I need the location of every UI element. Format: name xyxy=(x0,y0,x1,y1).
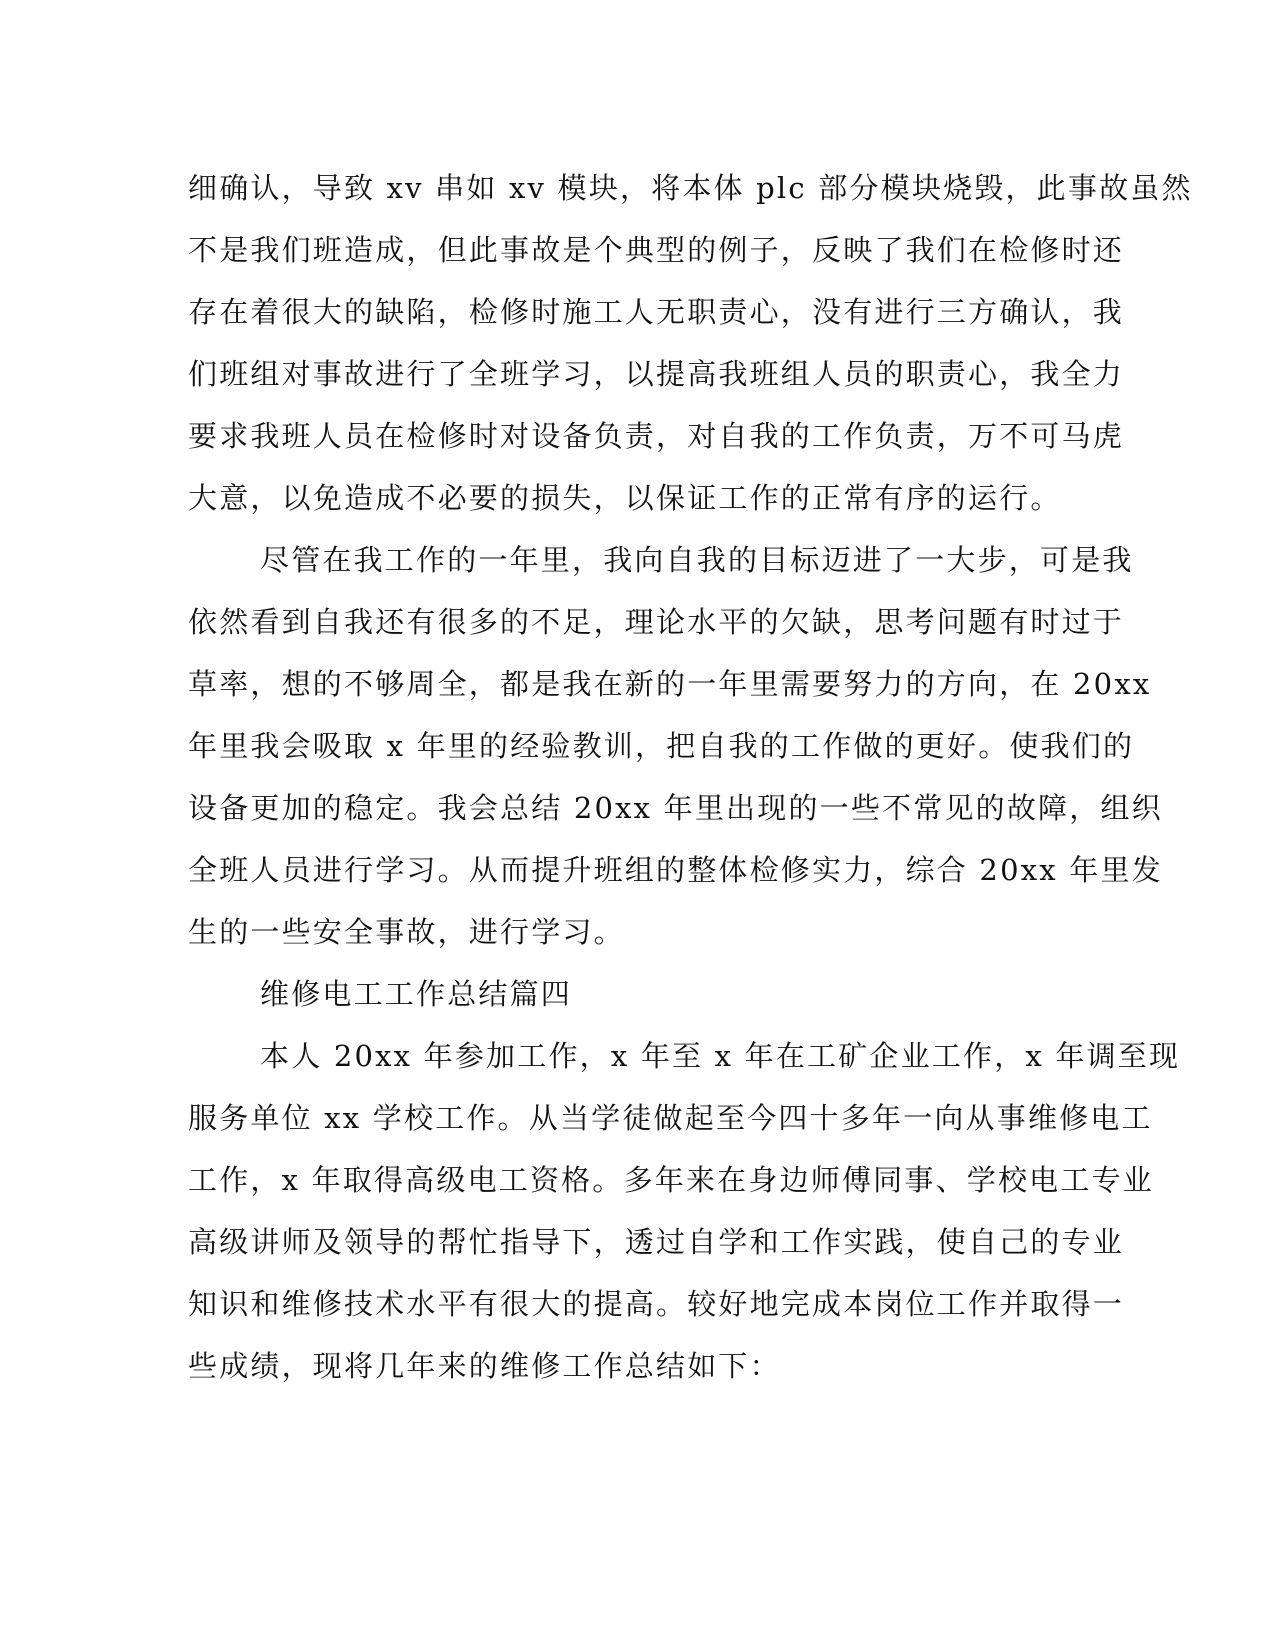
text-line: 生的一些安全事故，进行学习。 xyxy=(188,915,625,949)
paragraph-introduction xyxy=(188,1025,1181,1397)
text-line: 全班人员进行学习。从而提升班组的整体检修实力，综合 20xx 年里发 xyxy=(188,853,1163,887)
text-line: 服务单位 xx 学校工作。从当学徒做起至今四十多年一向从事维修电工 xyxy=(188,1101,1153,1135)
text-line: 设备更加的稳定。我会总结 20xx 年里出现的一些不常见的故障，组织 xyxy=(188,791,1163,825)
paragraph-shortcomings xyxy=(188,529,1163,963)
text-line: 知识和维修技术水平有很大的提高。较好地完成本岗位工作并取得一 xyxy=(188,1287,1125,1321)
text-line: 尽管在我工作的一年里，我向自我的目标迈进了一大步，可是我 xyxy=(260,543,1134,577)
text-line: 不是我们班造成，但此事故是个典型的例子，反映了我们在检修时还 xyxy=(188,233,1125,267)
text-line: 本人 20xx 年参加工作，x 年至 x 年在工矿企业工作，x 年调至现 xyxy=(260,1039,1181,1073)
text-line: 草率，想的不够周全，都是我在新的一年里需要努力的方向，在 20xx xyxy=(188,667,1152,701)
text-line: 年里我会吸取 x 年里的经验教训，把自我的工作做的更好。使我们的 xyxy=(188,729,1135,763)
text-line: 高级讲师及领导的帮忙指导下，透过自学和工作实践，使自己的专业 xyxy=(188,1225,1125,1259)
paragraph-accident-review xyxy=(188,157,1193,529)
text-line: 们班组对事故进行了全班学习，以提高我班组人员的职责心，我全力 xyxy=(188,357,1125,391)
text-line: 存在着很大的缺陷，检修时施工人无职责心，没有进行三方确认，我 xyxy=(188,295,1125,329)
text-line: 些成绩，现将几年来的维修工作总结如下： xyxy=(188,1349,781,1383)
text-line: 要求我班人员在检修时对设备负责，对自我的工作负责，万不可马虎 xyxy=(188,419,1125,453)
document-body xyxy=(188,157,1193,1397)
text-line: 细确认，导致 xv 串如 xv 模块，将本体 plc 部分模块烧毁，此事故虽然 xyxy=(188,171,1193,205)
heading-text: 维修电工工作总结篇四 xyxy=(260,977,573,1011)
text-line: 依然看到自我还有很多的不足，理论水平的欠缺，思考问题有时过于 xyxy=(188,605,1125,639)
text-line: 大意，以免造成不必要的损失，以保证工作的正常有序的运行。 xyxy=(188,481,1062,515)
text-line: 工作，x 年取得高级电工资格。多年来在身边师傅同事、学校电工专业 xyxy=(188,1163,1154,1197)
section-heading xyxy=(188,963,1088,1025)
